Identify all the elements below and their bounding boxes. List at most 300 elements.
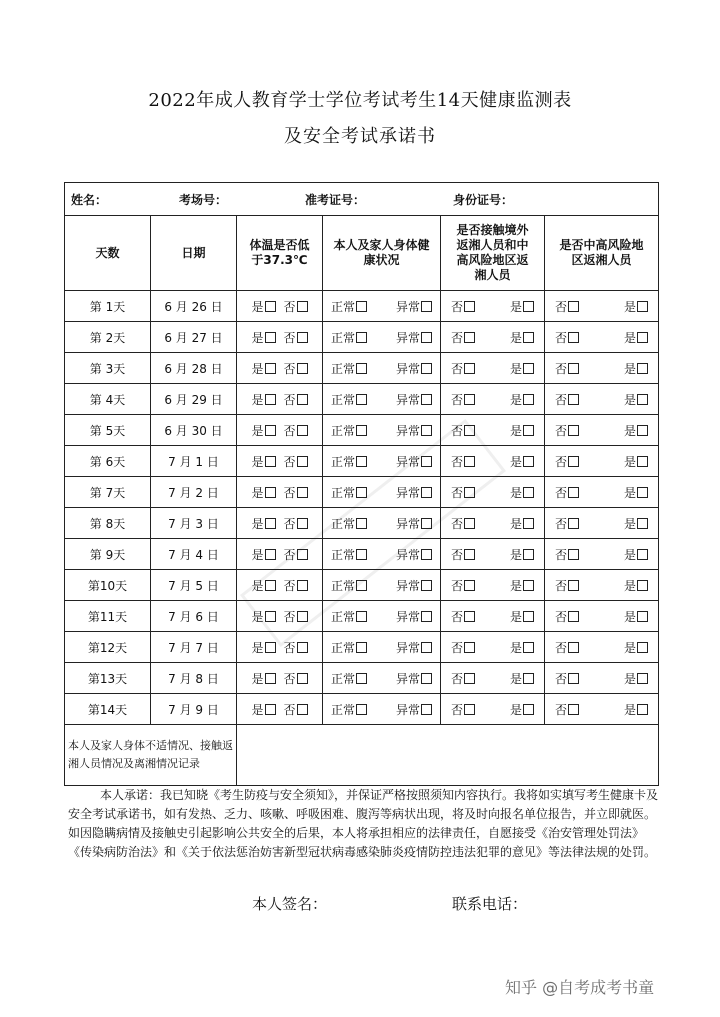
checkbox[interactable] xyxy=(265,518,276,529)
checkbox[interactable] xyxy=(356,518,367,529)
health-abnormal-option[interactable] xyxy=(396,515,432,532)
checkbox[interactable] xyxy=(568,518,579,529)
risk-yes-option[interactable] xyxy=(624,639,648,656)
contact-no-option[interactable] xyxy=(451,298,475,315)
contact-yes-option[interactable] xyxy=(510,360,534,377)
option-label: 异常 xyxy=(395,454,420,469)
temp-yes-option[interactable] xyxy=(251,670,275,687)
checkbox[interactable] xyxy=(523,549,534,560)
health-cell xyxy=(323,415,441,446)
temp-no-option[interactable] xyxy=(284,546,308,563)
contact-cell xyxy=(441,632,545,663)
option-label: 是 xyxy=(251,547,264,562)
risk-no-option[interactable] xyxy=(555,670,579,687)
checkbox[interactable] xyxy=(568,425,579,436)
option-label: 是 xyxy=(624,578,637,593)
checkbox[interactable] xyxy=(568,642,579,653)
checkbox[interactable] xyxy=(356,301,367,312)
checkbox[interactable] xyxy=(464,456,475,467)
health-abnormal-option[interactable] xyxy=(396,298,432,315)
checkbox[interactable] xyxy=(464,332,475,343)
contact-no-option[interactable] xyxy=(451,453,475,470)
health-abnormal-option[interactable] xyxy=(396,701,432,718)
health-cell xyxy=(323,539,441,570)
risk-no-option[interactable] xyxy=(555,453,579,470)
checkbox[interactable] xyxy=(356,332,367,343)
contact-yes-option[interactable] xyxy=(510,484,534,501)
contact-cell xyxy=(441,570,545,601)
health-normal-option[interactable] xyxy=(331,422,367,439)
checkbox[interactable] xyxy=(464,425,475,436)
health-normal-option[interactable] xyxy=(331,639,367,656)
option-label: 是 xyxy=(624,485,637,500)
risk-cell xyxy=(545,694,659,725)
temp-yes-option[interactable] xyxy=(251,298,275,315)
temp-no-option[interactable] xyxy=(284,577,308,594)
contact-yes-option[interactable] xyxy=(510,608,534,625)
temp-yes-option[interactable] xyxy=(251,515,275,532)
checkbox[interactable] xyxy=(421,673,432,684)
checkbox[interactable] xyxy=(421,518,432,529)
temp-yes-option[interactable] xyxy=(251,577,275,594)
risk-yes-option[interactable] xyxy=(624,577,648,594)
temperature-cell xyxy=(237,601,323,632)
temp-no-option[interactable] xyxy=(284,701,308,718)
checkbox[interactable] xyxy=(464,487,475,498)
checkbox[interactable] xyxy=(568,704,579,715)
temperature-cell xyxy=(237,322,323,353)
option-label: 正常 xyxy=(331,330,356,345)
checkbox[interactable] xyxy=(265,580,276,591)
checkbox[interactable] xyxy=(523,642,534,653)
option-label: 是 xyxy=(509,361,522,376)
checkbox[interactable] xyxy=(265,673,276,684)
risk-no-option[interactable] xyxy=(555,298,579,315)
option-label: 正常 xyxy=(331,299,356,314)
contact-yes-option[interactable] xyxy=(510,422,534,439)
contact-yes-option[interactable] xyxy=(510,639,534,656)
day-cell: 第 1天 xyxy=(65,291,151,322)
contact-no-option[interactable] xyxy=(451,546,475,563)
risk-no-option[interactable] xyxy=(555,329,579,346)
checkbox[interactable] xyxy=(297,642,308,653)
health-normal-option[interactable] xyxy=(331,608,367,625)
checkbox[interactable] xyxy=(464,642,475,653)
risk-yes-option[interactable] xyxy=(624,298,648,315)
option-label: 异常 xyxy=(395,392,420,407)
temp-no-option[interactable] xyxy=(284,484,308,501)
health-abnormal-option[interactable] xyxy=(396,577,432,594)
phone-label: 联系电话： xyxy=(452,895,528,913)
checkbox[interactable] xyxy=(297,456,308,467)
contact-yes-option[interactable] xyxy=(510,546,534,563)
option-label: 否 xyxy=(283,392,296,407)
temp-no-option[interactable] xyxy=(284,453,308,470)
option-label: 是 xyxy=(509,485,522,500)
contact-yes-option[interactable] xyxy=(510,701,534,718)
checkbox[interactable] xyxy=(265,394,276,405)
contact-cell xyxy=(441,322,545,353)
temp-no-option[interactable] xyxy=(284,670,308,687)
checkbox[interactable] xyxy=(464,673,475,684)
checkbox[interactable] xyxy=(637,673,648,684)
checkbox[interactable] xyxy=(568,580,579,591)
temp-yes-option[interactable] xyxy=(251,484,275,501)
risk-yes-option[interactable] xyxy=(624,391,648,408)
option-label: 是 xyxy=(624,671,637,686)
checkbox[interactable] xyxy=(637,425,648,436)
health-normal-option[interactable] xyxy=(331,298,367,315)
option-label: 正常 xyxy=(331,516,356,531)
checkbox[interactable] xyxy=(523,487,534,498)
checkbox[interactable] xyxy=(356,394,367,405)
checkbox[interactable] xyxy=(568,549,579,560)
checkbox[interactable] xyxy=(568,332,579,343)
temp-no-option[interactable] xyxy=(284,329,308,346)
checkbox[interactable] xyxy=(637,704,648,715)
contact-no-option[interactable] xyxy=(451,608,475,625)
checkbox[interactable] xyxy=(568,394,579,405)
health-normal-option[interactable] xyxy=(331,391,367,408)
checkbox[interactable] xyxy=(637,549,648,560)
temp-yes-option[interactable] xyxy=(251,360,275,377)
checkbox[interactable] xyxy=(637,332,648,343)
risk-no-option[interactable] xyxy=(555,577,579,594)
checkbox[interactable] xyxy=(568,363,579,374)
checkbox[interactable] xyxy=(523,394,534,405)
table-row xyxy=(65,446,659,477)
temperature-cell xyxy=(237,663,323,694)
option-label: 是 xyxy=(509,392,522,407)
checkbox[interactable] xyxy=(356,673,367,684)
day-cell: 第 2天 xyxy=(65,322,151,353)
checkbox[interactable] xyxy=(464,580,475,591)
form-subtitle: 及安全考试承诺书 xyxy=(284,126,436,147)
temp-no-option[interactable] xyxy=(284,298,308,315)
temp-no-option[interactable] xyxy=(284,608,308,625)
checkbox[interactable] xyxy=(356,456,367,467)
checkbox[interactable] xyxy=(523,704,534,715)
option-label: 是 xyxy=(509,578,522,593)
checkbox[interactable] xyxy=(523,363,534,374)
checkbox[interactable] xyxy=(464,518,475,529)
checkbox[interactable] xyxy=(356,611,367,622)
checkbox[interactable] xyxy=(421,425,432,436)
checkbox[interactable] xyxy=(568,487,579,498)
checkbox[interactable] xyxy=(265,301,276,312)
checkbox[interactable] xyxy=(421,363,432,374)
option-label: 异常 xyxy=(395,361,420,376)
option-label: 是 xyxy=(251,578,264,593)
checkbox[interactable] xyxy=(464,611,475,622)
checkbox[interactable] xyxy=(568,301,579,312)
date-cell: 7 月 9 日 xyxy=(151,694,237,725)
contact-no-option[interactable] xyxy=(451,422,475,439)
checkbox[interactable] xyxy=(523,332,534,343)
temp-no-option[interactable] xyxy=(284,391,308,408)
contact-no-option[interactable] xyxy=(451,577,475,594)
option-label: 是 xyxy=(624,640,637,655)
checkbox[interactable] xyxy=(421,394,432,405)
option-label: 否 xyxy=(283,423,296,438)
health-cell xyxy=(323,508,441,539)
table-row xyxy=(65,632,659,663)
health-normal-option[interactable] xyxy=(331,360,367,377)
checkbox[interactable] xyxy=(356,549,367,560)
checkbox[interactable] xyxy=(421,487,432,498)
risk-yes-option[interactable] xyxy=(624,360,648,377)
contact-no-option[interactable] xyxy=(451,670,475,687)
option-label: 是 xyxy=(509,609,522,624)
checkbox[interactable] xyxy=(297,549,308,560)
risk-no-option[interactable] xyxy=(555,360,579,377)
day-cell: 第 8天 xyxy=(65,508,151,539)
checkbox[interactable] xyxy=(421,642,432,653)
checkbox[interactable] xyxy=(421,611,432,622)
risk-cell xyxy=(545,291,659,322)
risk-yes-option[interactable] xyxy=(624,701,648,718)
health-abnormal-option[interactable] xyxy=(396,608,432,625)
checkbox[interactable] xyxy=(297,580,308,591)
signature-label: 本人签名： xyxy=(252,895,328,913)
temperature-cell xyxy=(237,446,323,477)
checkbox[interactable] xyxy=(464,549,475,560)
checkbox[interactable] xyxy=(568,456,579,467)
remark-field[interactable] xyxy=(237,725,659,786)
risk-no-option[interactable] xyxy=(555,391,579,408)
contact-no-option[interactable] xyxy=(451,360,475,377)
risk-no-option[interactable] xyxy=(555,515,579,532)
health-abnormal-option[interactable] xyxy=(396,422,432,439)
checkbox[interactable] xyxy=(297,394,308,405)
day-cell: 第 5天 xyxy=(65,415,151,446)
health-normal-option[interactable] xyxy=(331,329,367,346)
checkbox[interactable] xyxy=(356,425,367,436)
checkbox[interactable] xyxy=(568,611,579,622)
checkbox[interactable] xyxy=(464,704,475,715)
risk-yes-option[interactable] xyxy=(624,608,648,625)
checkbox[interactable] xyxy=(297,611,308,622)
checkbox[interactable] xyxy=(637,363,648,374)
checkbox[interactable] xyxy=(637,456,648,467)
header-date: 日期 xyxy=(151,216,237,291)
risk-cell xyxy=(545,601,659,632)
health-normal-option[interactable] xyxy=(331,701,367,718)
temp-no-option[interactable] xyxy=(284,639,308,656)
option-label: 否 xyxy=(283,671,296,686)
checkbox[interactable] xyxy=(265,363,276,374)
temp-yes-option[interactable] xyxy=(251,329,275,346)
health-abnormal-option[interactable] xyxy=(396,546,432,563)
checkbox[interactable] xyxy=(356,642,367,653)
risk-yes-option[interactable] xyxy=(624,670,648,687)
day-cell: 第 4天 xyxy=(65,384,151,415)
risk-no-option[interactable] xyxy=(555,701,579,718)
remark-row xyxy=(65,725,659,786)
checkbox[interactable] xyxy=(464,301,475,312)
temp-yes-option[interactable] xyxy=(251,391,275,408)
health-monitor-table xyxy=(64,182,659,786)
health-normal-option[interactable] xyxy=(331,484,367,501)
checkbox[interactable] xyxy=(421,301,432,312)
day-cell: 第10天 xyxy=(65,570,151,601)
contact-no-option[interactable] xyxy=(451,515,475,532)
risk-no-option[interactable] xyxy=(555,484,579,501)
checkbox[interactable] xyxy=(637,642,648,653)
option-label: 否 xyxy=(451,392,464,407)
contact-yes-option[interactable] xyxy=(510,577,534,594)
health-abnormal-option[interactable] xyxy=(396,391,432,408)
checkbox[interactable] xyxy=(297,332,308,343)
temp-no-option[interactable] xyxy=(284,360,308,377)
contact-yes-option[interactable] xyxy=(510,453,534,470)
checkbox[interactable] xyxy=(265,332,276,343)
health-abnormal-option[interactable] xyxy=(396,453,432,470)
checkbox[interactable] xyxy=(421,704,432,715)
checkbox[interactable] xyxy=(464,394,475,405)
risk-cell xyxy=(545,415,659,446)
option-label: 是 xyxy=(251,299,264,314)
checkbox[interactable] xyxy=(523,456,534,467)
health-normal-option[interactable] xyxy=(331,515,367,532)
health-normal-option[interactable] xyxy=(331,546,367,563)
checkbox[interactable] xyxy=(421,332,432,343)
temp-yes-option[interactable] xyxy=(251,546,275,563)
contact-yes-option[interactable] xyxy=(510,515,534,532)
checkbox[interactable] xyxy=(523,301,534,312)
option-label: 是 xyxy=(509,516,522,531)
health-normal-option[interactable] xyxy=(331,670,367,687)
risk-yes-option[interactable] xyxy=(624,515,648,532)
option-label: 否 xyxy=(555,299,568,314)
checkbox[interactable] xyxy=(265,704,276,715)
risk-cell xyxy=(545,353,659,384)
contact-yes-option[interactable] xyxy=(510,670,534,687)
table-row xyxy=(65,384,659,415)
checkbox[interactable] xyxy=(637,518,648,529)
contact-yes-option[interactable] xyxy=(510,329,534,346)
risk-no-option[interactable] xyxy=(555,422,579,439)
checkbox[interactable] xyxy=(265,642,276,653)
checkbox[interactable] xyxy=(265,425,276,436)
remark-label: 本人及家人身体不适情况、接触返湘人员情况及离湘情况记录 xyxy=(65,725,237,786)
checkbox[interactable] xyxy=(523,673,534,684)
option-label: 正常 xyxy=(331,454,356,469)
checkbox[interactable] xyxy=(523,580,534,591)
checkbox[interactable] xyxy=(265,611,276,622)
checkbox[interactable] xyxy=(265,549,276,560)
checkbox[interactable] xyxy=(356,704,367,715)
checkbox[interactable] xyxy=(265,456,276,467)
temp-yes-option[interactable] xyxy=(251,701,275,718)
risk-no-option[interactable] xyxy=(555,639,579,656)
contact-no-option[interactable] xyxy=(451,701,475,718)
checkbox[interactable] xyxy=(637,580,648,591)
health-abnormal-option[interactable] xyxy=(396,670,432,687)
option-label: 是 xyxy=(509,454,522,469)
checkbox[interactable] xyxy=(523,425,534,436)
checkbox[interactable] xyxy=(568,673,579,684)
contact-no-option[interactable] xyxy=(451,329,475,346)
contact-yes-option[interactable] xyxy=(510,298,534,315)
option-label: 否 xyxy=(555,361,568,376)
option-label: 异常 xyxy=(395,609,420,624)
health-abnormal-option[interactable] xyxy=(396,639,432,656)
option-label: 否 xyxy=(451,702,464,717)
checkbox[interactable] xyxy=(523,518,534,529)
checkbox[interactable] xyxy=(356,487,367,498)
risk-yes-option[interactable] xyxy=(624,484,648,501)
contact-no-option[interactable] xyxy=(451,484,475,501)
risk-yes-option[interactable] xyxy=(624,546,648,563)
checkbox[interactable] xyxy=(297,673,308,684)
health-abnormal-option[interactable] xyxy=(396,484,432,501)
option-label: 是 xyxy=(624,361,637,376)
checkbox[interactable] xyxy=(421,456,432,467)
temperature-cell xyxy=(237,477,323,508)
temp-yes-option[interactable] xyxy=(251,608,275,625)
option-label: 正常 xyxy=(331,485,356,500)
contact-no-option[interactable] xyxy=(451,391,475,408)
health-abnormal-option[interactable] xyxy=(396,360,432,377)
health-normal-option[interactable] xyxy=(331,453,367,470)
option-label: 否 xyxy=(283,299,296,314)
checkbox[interactable] xyxy=(265,487,276,498)
temp-no-option[interactable] xyxy=(284,422,308,439)
risk-yes-option[interactable] xyxy=(624,329,648,346)
checkbox[interactable] xyxy=(297,704,308,715)
contact-yes-option[interactable] xyxy=(510,391,534,408)
temp-yes-option[interactable] xyxy=(251,639,275,656)
checkbox[interactable] xyxy=(421,549,432,560)
temp-yes-option[interactable] xyxy=(251,422,275,439)
checkbox[interactable] xyxy=(637,394,648,405)
date-cell: 6 月 30 日 xyxy=(151,415,237,446)
checkbox[interactable] xyxy=(421,580,432,591)
checkbox[interactable] xyxy=(523,611,534,622)
checkbox[interactable] xyxy=(297,363,308,374)
option-label: 是 xyxy=(251,671,264,686)
checkbox[interactable] xyxy=(297,301,308,312)
checkbox[interactable] xyxy=(297,425,308,436)
checkbox[interactable] xyxy=(297,487,308,498)
checkbox[interactable] xyxy=(464,363,475,374)
checkbox[interactable] xyxy=(637,487,648,498)
risk-no-option[interactable] xyxy=(555,608,579,625)
contact-cell xyxy=(441,601,545,632)
risk-yes-option[interactable] xyxy=(624,453,648,470)
health-cell xyxy=(323,291,441,322)
promise-text: 本人承诺：我已知晓《考生防疫与安全须知》，并保证严格按照须知内容执行。我将如实填写考生健康卡及安全考试承诺书，如有发热、乏力、咳嗽、呼吸困难、腹泻等病状出现，将及时向报名单位报告，并立即就医。如因隐瞒病情及接触史引起影响公共安全的后果，本人将承担相应的法律责任，自愿接受《治安管理处罚法》《传染病防治法》和《关于依法惩治妨害新型冠状病毒感染肺炎疫情防控违法犯罪的意见》等法律法规的处罚。 xyxy=(68,788,659,859)
table-row xyxy=(65,663,659,694)
temp-yes-option[interactable] xyxy=(251,453,275,470)
checkbox[interactable] xyxy=(637,301,648,312)
option-label: 否 xyxy=(555,454,568,469)
checkbox[interactable] xyxy=(637,611,648,622)
checkbox[interactable] xyxy=(356,580,367,591)
health-cell xyxy=(323,477,441,508)
checkbox[interactable] xyxy=(297,518,308,529)
health-abnormal-option[interactable] xyxy=(396,329,432,346)
checkbox[interactable] xyxy=(356,363,367,374)
contact-no-option[interactable] xyxy=(451,639,475,656)
contact-cell xyxy=(441,663,545,694)
option-label: 正常 xyxy=(331,578,356,593)
temp-no-option[interactable] xyxy=(284,515,308,532)
risk-yes-option[interactable] xyxy=(624,422,648,439)
risk-no-option[interactable] xyxy=(555,546,579,563)
health-normal-option[interactable] xyxy=(331,577,367,594)
